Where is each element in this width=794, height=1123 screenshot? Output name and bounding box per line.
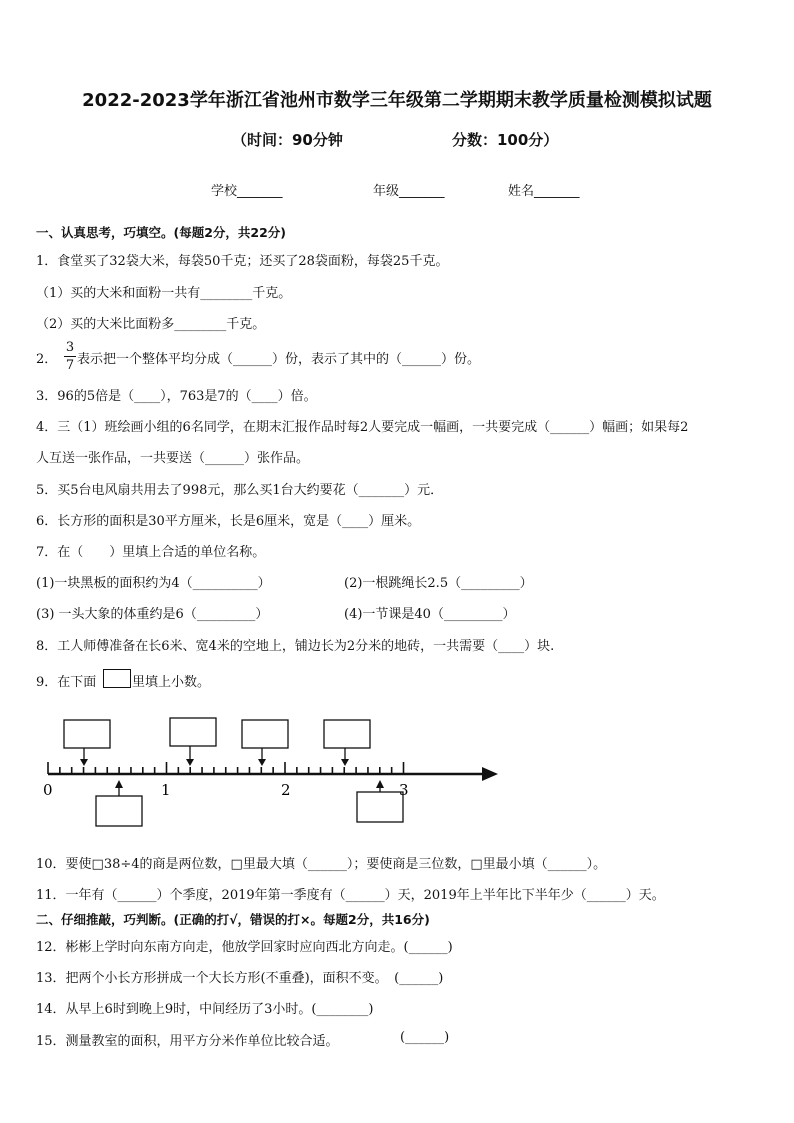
question-12: 12．彬彬上学时向东南方向走，他放学回家时应向西北方向走。(______) <box>36 940 453 955</box>
question-1-stem: 1．食堂买了32袋大米，每袋50千克；还买了28袋面粉，每袋25千克。 <box>36 254 449 269</box>
question-6: 6．长方形的面积是30平方厘米，长是6厘米，宽是（____）厘米。 <box>36 514 421 529</box>
arrowhead-icon <box>115 780 123 788</box>
question-7-b: (2)一根跳绳长2.5（_________） <box>344 576 533 591</box>
fraction-numerator: 3 <box>65 340 75 355</box>
question-15: 15．测量教室的面积，用平方分米作单位比较合适。 <box>36 1034 339 1049</box>
question-9-post: 里填上小数。 <box>132 675 211 690</box>
question-11: 11．一年有（______）个季度，2019年第一季度有（______）天，2019年上半年比下半年少（______）天。 <box>36 888 665 903</box>
arrowhead-icon <box>258 759 266 766</box>
section-2-header: 二、仔细推敲，巧判断。(正确的打√，错误的打×。每题2分，共16分) <box>36 912 430 927</box>
question-14: 14．从早上6时到晚上9时，中间经历了3小时。(________) <box>36 1002 374 1017</box>
tick-label-2: 2 <box>281 781 291 799</box>
exam-time: （时间：90分钟 <box>232 131 343 149</box>
question-2-fraction <box>64 340 76 373</box>
answer-box-top-1[interactable] <box>64 720 110 748</box>
arrowhead-icon <box>80 759 88 766</box>
answer-box-top-4[interactable] <box>324 720 370 748</box>
question-9-pre: 9．在下面 <box>36 675 97 690</box>
arrowhead-icon <box>482 767 498 781</box>
question-7-d: (4)一节课是40（_________） <box>344 607 516 622</box>
question-2-number: 2． <box>36 352 58 367</box>
school-field[interactable]: 学校_______ <box>211 184 283 199</box>
section-1-header: 一、认真思考，巧填空。(每题2分，共22分) <box>36 225 287 240</box>
question-2-text: 表示把一个整体平均分成（______）份，表示了其中的（______）份。 <box>77 352 481 367</box>
answer-box-top-3[interactable] <box>242 720 288 748</box>
answer-box-icon <box>103 669 131 688</box>
answer-box-bottom-1[interactable] <box>96 796 142 826</box>
answer-box-bottom-2[interactable] <box>357 792 403 822</box>
question-3: 3．96的5倍是（____），763是7的（____）倍。 <box>36 389 317 404</box>
question-7-stem: 7．在（ ）里填上合适的单位名称。 <box>36 545 266 560</box>
question-13: 13．把两个小长方形拼成一个大长方形(不重叠)，面积不变。 (______) <box>36 971 444 986</box>
grade-field[interactable]: 年级_______ <box>373 184 445 199</box>
arrowhead-icon <box>376 780 384 788</box>
question-7-c: (3) 一头大象的体重约是6（_________） <box>36 607 269 622</box>
question-15-blank[interactable]: (______) <box>400 1030 450 1045</box>
question-5: 5．买5台电风扇共用去了998元，那么买1台大约要花（_______）元． <box>36 483 444 498</box>
arrowhead-icon <box>341 759 349 766</box>
arrowhead-icon <box>186 759 194 766</box>
fraction-bar <box>64 356 76 357</box>
question-10: 10．要使□38÷4的商是两位数，□里最大填（______）；要使商是三位数，□里最小填（______）。 <box>36 857 607 872</box>
tick-label-3: 3 <box>399 781 409 799</box>
tick-label-1: 1 <box>161 781 171 799</box>
fraction-denominator: 7 <box>65 358 75 373</box>
number-line-figure <box>0 700 794 840</box>
question-8: 8．工人师傅准备在长6米、宽4米的空地上，铺边长为2分米的地砖，一共需要（____）块. <box>36 639 555 654</box>
answer-box-top-2[interactable] <box>170 718 216 746</box>
question-1-part-2: （2）买的大米比面粉多________千克。 <box>36 317 266 332</box>
exam-score: 分数：100分） <box>452 131 559 149</box>
question-4-line-2: 人互送一张作品，一共要送（______）张作品。 <box>36 451 310 466</box>
question-1-part-1: （1）买的大米和面粉一共有________千克。 <box>36 286 292 301</box>
page-title: 2022-2023学年浙江省池州市数学三年级第二学期期末教学质量检测模拟试题 <box>82 90 712 111</box>
tick-label-0: 0 <box>43 781 53 799</box>
question-4-line-1: 4．三（1）班绘画小组的6名同学，在期末汇报作品时每2人要完成一幅画，一共要完成（______）幅画；如果每2 <box>36 420 689 435</box>
question-7-a: (1)一块黑板的面积约为4（__________） <box>36 576 271 591</box>
name-field[interactable]: 姓名_______ <box>508 184 580 199</box>
